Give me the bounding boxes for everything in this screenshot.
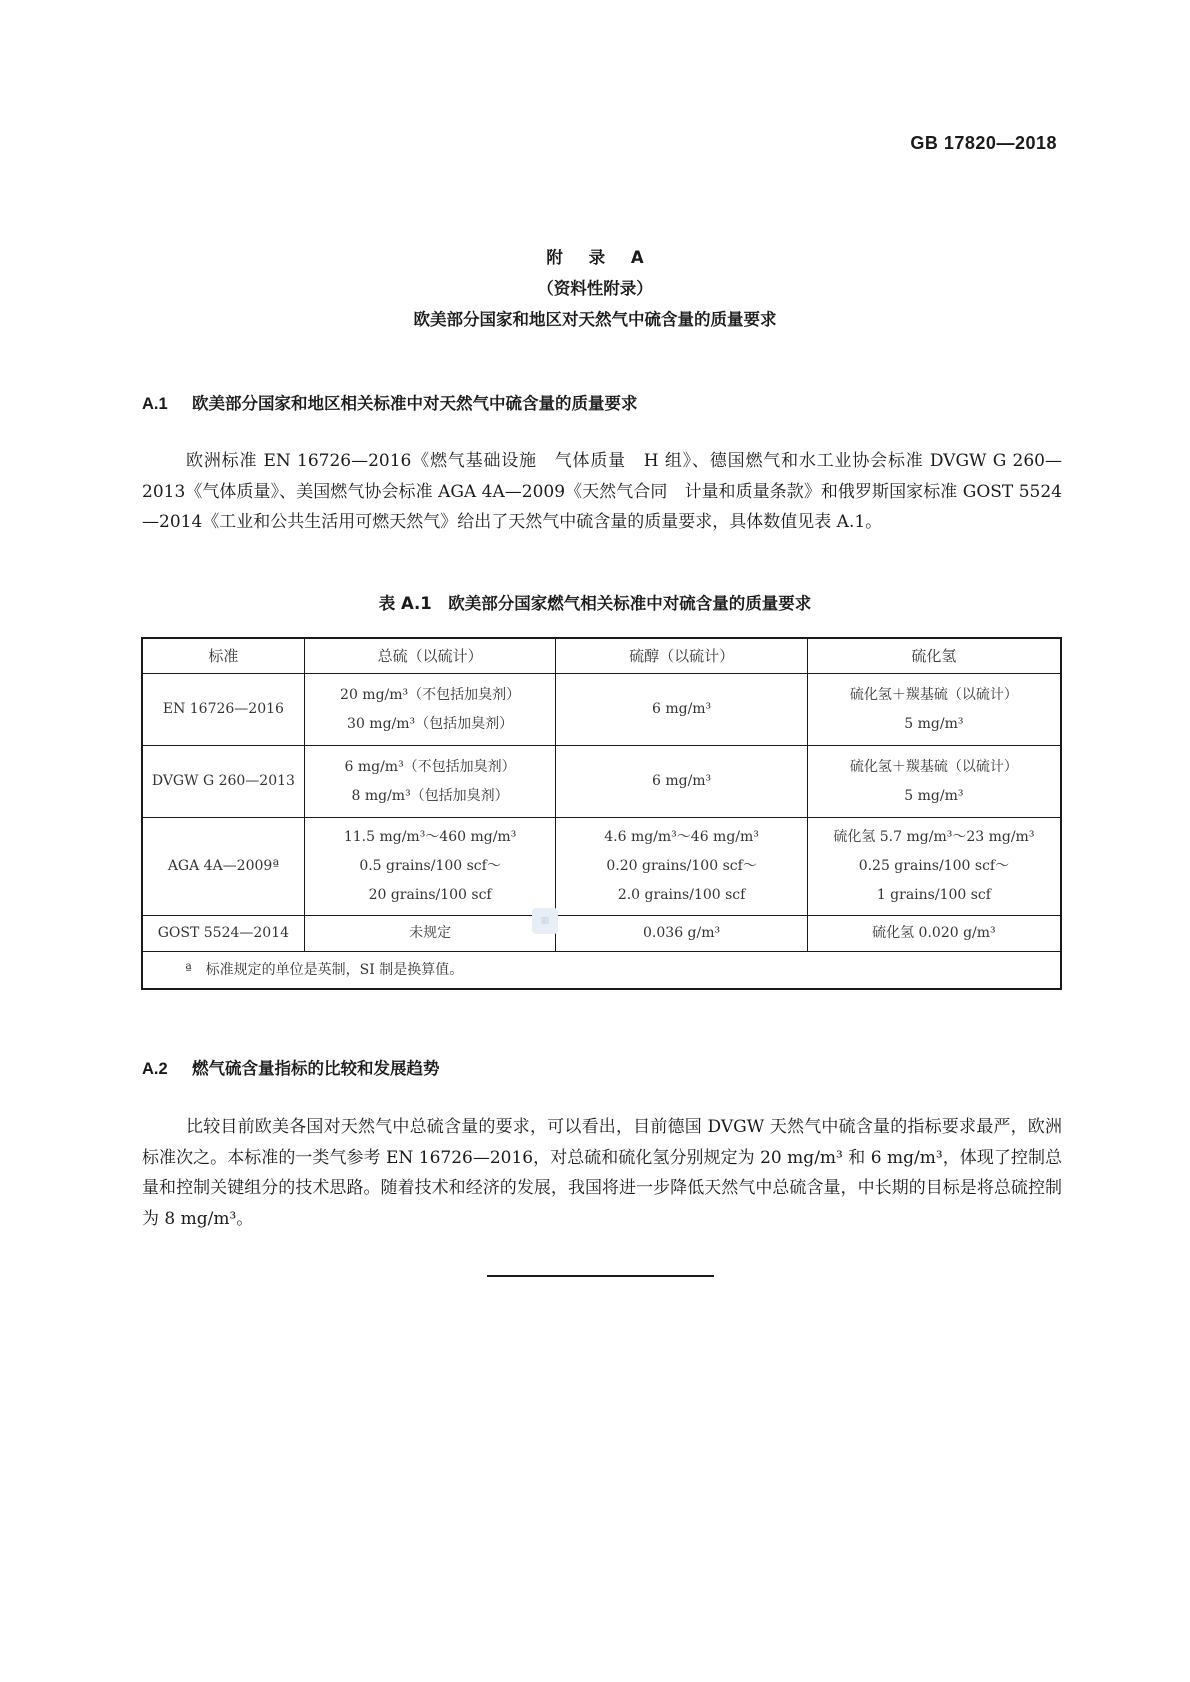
table-row [142, 674, 1061, 746]
table-title: 表 A.1 欧美部分国家燃气相关标准中对硫含量的质量要求 [378, 594, 812, 613]
cell-standard: AGA 4A—2009ª [142, 818, 304, 916]
cell-line: 6 mg/m³ [651, 701, 712, 717]
cell-total-sulfur [304, 746, 556, 818]
cell-line: 硫化氢 5.7 mg/m³～23 mg/m³ [833, 829, 1035, 845]
cell-line: 0.20 grains/100 scf～ [606, 858, 757, 874]
header-standard: 标准 [142, 638, 304, 674]
cell-standard: EN 16726—2016 [142, 674, 304, 746]
cell-line: 硫化氢＋羰基硫（以硫计） [849, 758, 1018, 775]
cell-line: 1 grains/100 scf [876, 887, 991, 903]
cell-line: 5 mg/m³ [904, 715, 964, 732]
cell-standard: GOST 5524—2014 [142, 916, 304, 952]
cell-line: 20 mg/m³（不包括加臭剂） [340, 686, 521, 703]
cell-line: 6 mg/m³ [651, 773, 712, 789]
annex-title: 欧美部分国家和地区对天然气中硫含量的质量要求 [413, 310, 777, 329]
table-row [142, 916, 1061, 952]
cell-h2s [807, 674, 1061, 746]
table-footnote-row [142, 952, 1061, 990]
section-a1-paragraph: 欧洲标准 EN 16726—2016《燃气基础设施 气体质量 H 组》、德国燃气和水工业协会标准 DVGW G 260—2013《气体质量》、美国燃气协会标准 AGA 4A—2009《天然气合同 计量和质量条款》和俄罗斯国家标准 GOST 5524—2014《工业和公共生活用可燃天然气》给出了天然气中硫含量的质量要求，具体数值见表 A.1。 [142, 451, 1062, 532]
cell-mercaptan [556, 746, 807, 818]
header-h2s: 硫化氢 [807, 638, 1061, 674]
section-a1-number: A.1 [142, 395, 168, 413]
sulfur-requirements-table [141, 637, 1062, 990]
cell-line: 6 mg/m³（不包括加臭剂） [344, 758, 516, 775]
table-row [142, 746, 1061, 818]
cell-line: 2.0 grains/100 scf [617, 887, 746, 903]
cell-mercaptan [556, 818, 807, 916]
section-a2-heading [142, 1055, 440, 1079]
cell-line: 0.036 g/m³ [643, 925, 721, 941]
table-row [142, 818, 1061, 916]
table-footnote: ª 标准规定的单位是英制，SI 制是换算值。 [142, 952, 1061, 990]
cell-line: 0.25 grains/100 scf～ [858, 858, 1010, 874]
table-header-row [142, 638, 1061, 674]
cell-line: 5 mg/m³ [904, 787, 964, 804]
cell-h2s [807, 818, 1061, 916]
standard-code: GB 17820—2018 [910, 133, 1057, 153]
cell-line: 8 mg/m³（包括加臭剂） [351, 787, 509, 804]
section-a1-heading [142, 390, 638, 414]
cell-h2s [807, 916, 1061, 952]
section-a2-title: 燃气硫含量指标的比较和发展趋势 [192, 1059, 440, 1078]
cell-line: 0.5 grains/100 scf～ [359, 858, 501, 874]
cell-line: 硫化氢＋羰基硫（以硫计） [849, 686, 1018, 703]
cell-line: 4.6 mg/m³～46 mg/m³ [604, 829, 759, 845]
section-a2-number: A.2 [142, 1060, 168, 1078]
end-rule [487, 1275, 714, 1277]
cell-total-sulfur [304, 916, 556, 952]
cell-total-sulfur [304, 674, 556, 746]
annex-type: （资料性附录） [537, 279, 653, 298]
cell-h2s [807, 746, 1061, 818]
section-a2-paragraph: 比较目前欧美各国对天然气中总硫含量的要求，可以看出，目前德国 DVGW 天然气中硫含量的指标要求最严，欧洲标准次之。本标准的一类气参考 EN 16726—2016，对总硫和硫化氢分别规定为 20 mg/m³ 和 6 mg/m³，体现了控制总量和控制关键组分的技术思路。随着技术和经济的发展，我国将进一步降低天然气中总硫含量，中长期的目标是将总硫控制为 8 mg/m³。 [142, 1117, 1062, 1229]
annex-label: 附 录 A [546, 248, 654, 267]
watermark-icon: ▦ [532, 908, 558, 934]
cell-mercaptan [556, 916, 807, 952]
cell-total-sulfur [304, 818, 556, 916]
cell-mercaptan [556, 674, 807, 746]
cell-line: 未规定 [409, 925, 452, 941]
header-mercaptan: 硫醇（以硫计） [556, 638, 807, 674]
header-total-sulfur: 总硫（以硫计） [304, 638, 556, 674]
cell-line: 11.5 mg/m³～460 mg/m³ [343, 829, 517, 845]
section-a1-title: 欧美部分国家和地区相关标准中对天然气中硫含量的质量要求 [192, 394, 638, 413]
cell-standard: DVGW G 260—2013 [142, 746, 304, 818]
cell-line: 30 mg/m³（包括加臭剂） [347, 715, 514, 732]
cell-line: 硫化氢 0.020 g/m³ [872, 925, 996, 941]
cell-line: 20 grains/100 scf [368, 887, 492, 903]
annex-titles [0, 242, 1190, 335]
